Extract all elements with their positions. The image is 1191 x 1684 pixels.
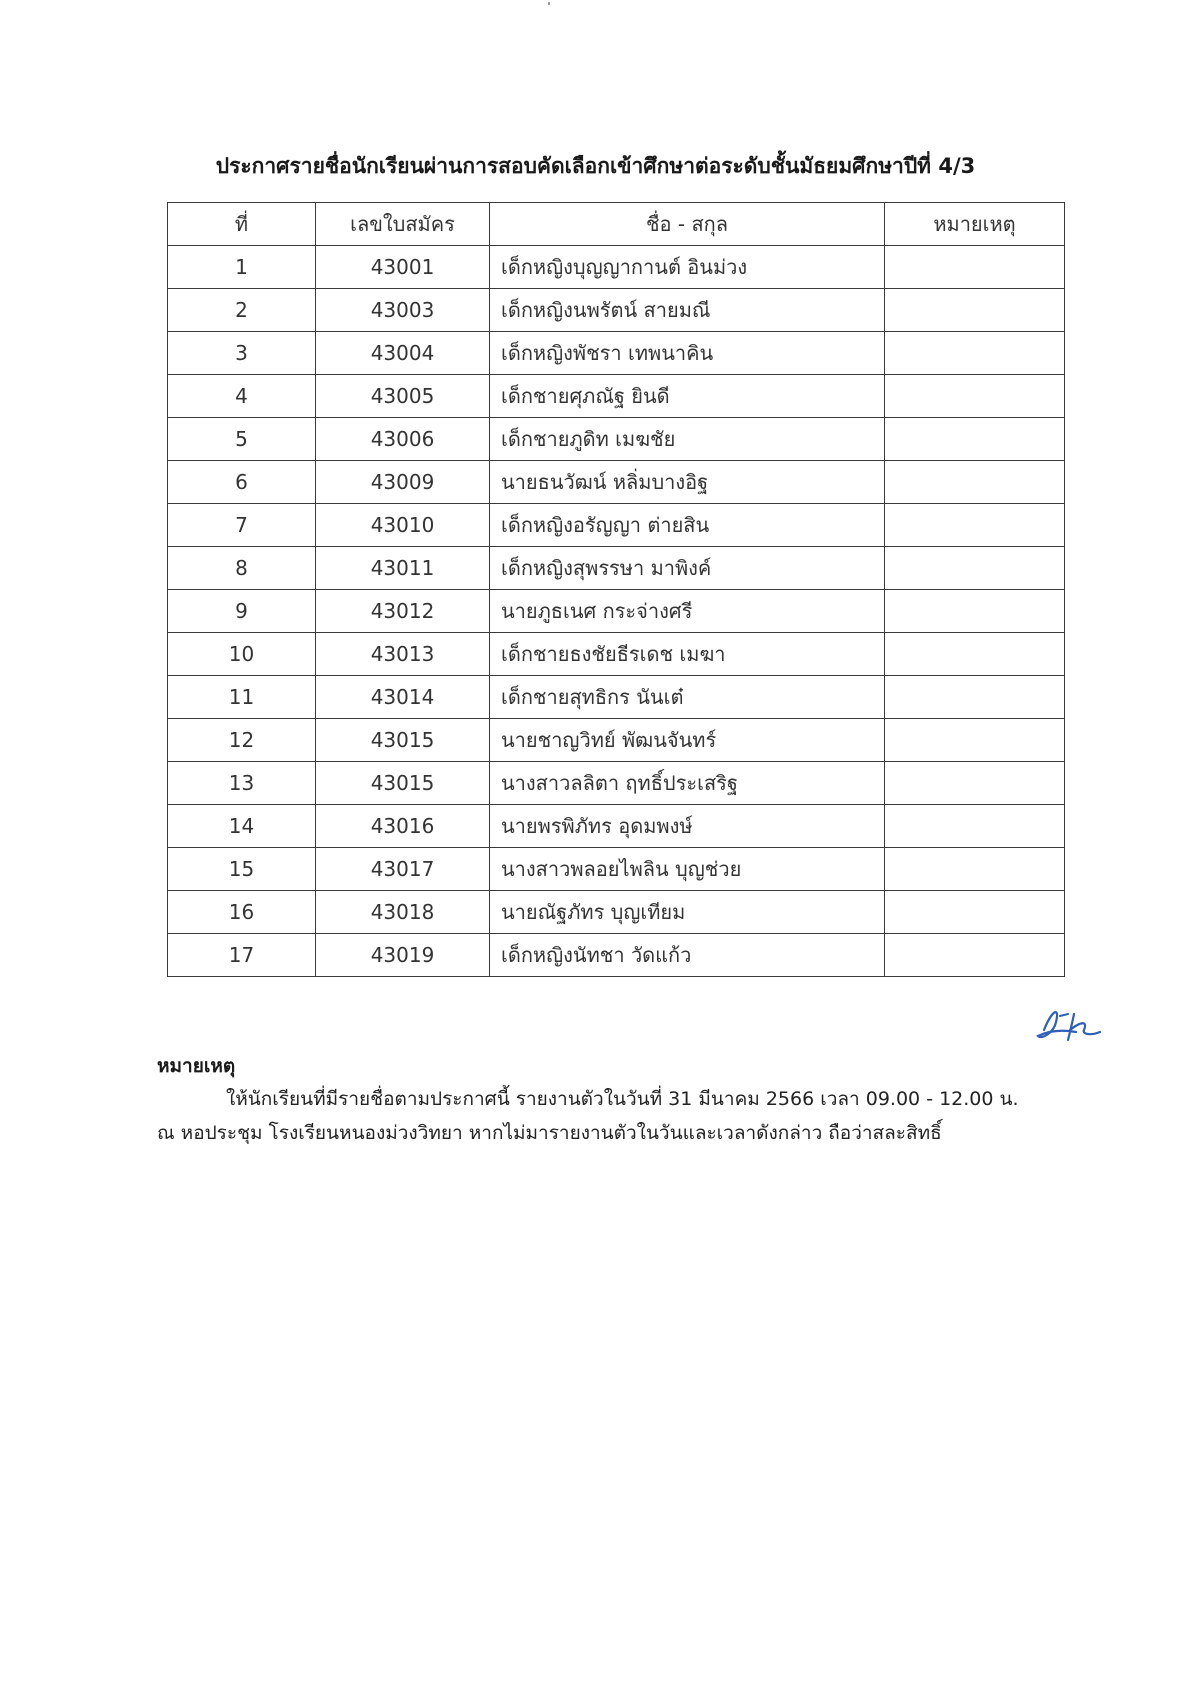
cell-remark <box>885 633 1065 676</box>
table-row <box>168 461 1065 504</box>
cell-application-no: 43015 <box>316 719 490 762</box>
cell-no: 5 <box>168 418 316 461</box>
cell-application-no: 43014 <box>316 676 490 719</box>
header-name: ชื่อ - สกุล <box>490 203 885 246</box>
cell-remark <box>885 719 1065 762</box>
cell-remark <box>885 676 1065 719</box>
cell-name: เด็กหญิงพัชรา เทพนาคิน <box>490 332 885 375</box>
cell-application-no: 43018 <box>316 891 490 934</box>
cell-name: นางสาวพลอยไพลิน บุญช่วย <box>490 848 885 891</box>
table-row <box>168 633 1065 676</box>
cell-application-no: 43011 <box>316 547 490 590</box>
cell-no: 16 <box>168 891 316 934</box>
note-line-1: ให้นักเรียนที่มีรายชื่อตามประกาศนี้ รายงานตัวในวันที่ 31 มีนาคม 2566 เวลา 09.00 - 12.00 น. <box>226 1088 1019 1110</box>
cell-no: 10 <box>168 633 316 676</box>
cell-no: 17 <box>168 934 316 977</box>
cell-name: เด็กชายภูดิท เมฆชัย <box>490 418 885 461</box>
cell-name: นางสาวลลิตา ฤทธิ์ประเสริฐ <box>490 762 885 805</box>
header-application-no: เลขใบสมัคร <box>316 203 490 246</box>
cell-name: เด็กหญิงนพรัตน์ สายมณี <box>490 289 885 332</box>
cell-name: เด็กชายธงชัยธีรเดช เมฆา <box>490 633 885 676</box>
table-row <box>168 289 1065 332</box>
table-row <box>168 246 1065 289</box>
cell-name: เด็กหญิงบุญญากานต์ อินม่วง <box>490 246 885 289</box>
cell-name: นายณัฐภัทร บุญเทียม <box>490 891 885 934</box>
cell-name: นายธนวัฒน์ หลิ่มบางอิฐ <box>490 461 885 504</box>
cell-application-no: 43019 <box>316 934 490 977</box>
student-list-table <box>167 202 1065 977</box>
cell-name: เด็กชายสุทธิกร นันเต๋ <box>490 676 885 719</box>
cell-no: 14 <box>168 805 316 848</box>
table-row <box>168 762 1065 805</box>
note-line-2: ณ หอประชุม โรงเรียนหนองม่วงวิทยา หากไม่มารายงานตัวในวันและเวลาดังกล่าว ถือว่าสละสิทธิ์ <box>157 1122 942 1144</box>
cell-no: 6 <box>168 461 316 504</box>
cell-remark <box>885 805 1065 848</box>
header-remark: หมายเหตุ <box>885 203 1065 246</box>
cell-application-no: 43013 <box>316 633 490 676</box>
cell-application-no: 43004 <box>316 332 490 375</box>
table-row <box>168 547 1065 590</box>
header-no: ที่ <box>168 203 316 246</box>
cell-remark <box>885 332 1065 375</box>
cell-no: 1 <box>168 246 316 289</box>
note-heading: หมายเหตุ <box>157 1055 236 1077</box>
cell-no: 12 <box>168 719 316 762</box>
table-row <box>168 418 1065 461</box>
cell-name: เด็กหญิงนัทชา วัดแก้ว <box>490 934 885 977</box>
table-row <box>168 719 1065 762</box>
cell-remark <box>885 547 1065 590</box>
cell-remark <box>885 504 1065 547</box>
cell-remark <box>885 375 1065 418</box>
table-row <box>168 676 1065 719</box>
cell-application-no: 43012 <box>316 590 490 633</box>
cell-no: 8 <box>168 547 316 590</box>
cell-remark <box>885 461 1065 504</box>
cell-remark <box>885 762 1065 805</box>
cell-name: นายชาญวิทย์ พัฒนจันทร์ <box>490 719 885 762</box>
cell-no: 3 <box>168 332 316 375</box>
table-body <box>168 246 1065 977</box>
table-row <box>168 891 1065 934</box>
cell-no: 11 <box>168 676 316 719</box>
cell-application-no: 43017 <box>316 848 490 891</box>
cell-application-no: 43010 <box>316 504 490 547</box>
cell-application-no: 43003 <box>316 289 490 332</box>
cell-remark <box>885 934 1065 977</box>
cell-remark <box>885 418 1065 461</box>
table-row <box>168 934 1065 977</box>
table-row <box>168 375 1065 418</box>
table-row <box>168 504 1065 547</box>
cell-remark <box>885 848 1065 891</box>
cell-remark <box>885 289 1065 332</box>
cell-no: 7 <box>168 504 316 547</box>
table-row <box>168 848 1065 891</box>
page-title: ประกาศรายชื่อนักเรียนผ่านการสอบคัดเลือกเข้าศึกษาต่อระดับชั้นมัธยมศึกษาปีที่ 4/3 <box>215 154 976 178</box>
cell-remark <box>885 590 1065 633</box>
cell-name: เด็กหญิงอรัญญา ต่ายสิน <box>490 504 885 547</box>
table-row <box>168 805 1065 848</box>
cell-remark <box>885 891 1065 934</box>
cell-application-no: 43001 <box>316 246 490 289</box>
cell-no: 2 <box>168 289 316 332</box>
cell-name: นายภูธเนศ กระจ่างศรี <box>490 590 885 633</box>
cell-no: 9 <box>168 590 316 633</box>
table-header-row <box>168 203 1065 246</box>
scan-speck <box>548 2 550 5</box>
cell-name: เด็กชายศุภณัฐ ยินดี <box>490 375 885 418</box>
table-row <box>168 332 1065 375</box>
cell-name: นายพรพิภัทร อุดมพงษ์ <box>490 805 885 848</box>
cell-application-no: 43016 <box>316 805 490 848</box>
cell-application-no: 43015 <box>316 762 490 805</box>
cell-no: 13 <box>168 762 316 805</box>
cell-name: เด็กหญิงสุพรรษา มาพิงค์ <box>490 547 885 590</box>
cell-application-no: 43005 <box>316 375 490 418</box>
cell-remark <box>885 246 1065 289</box>
signature <box>1030 1000 1110 1048</box>
cell-no: 15 <box>168 848 316 891</box>
table-row <box>168 590 1065 633</box>
cell-application-no: 43009 <box>316 461 490 504</box>
cell-application-no: 43006 <box>316 418 490 461</box>
cell-no: 4 <box>168 375 316 418</box>
